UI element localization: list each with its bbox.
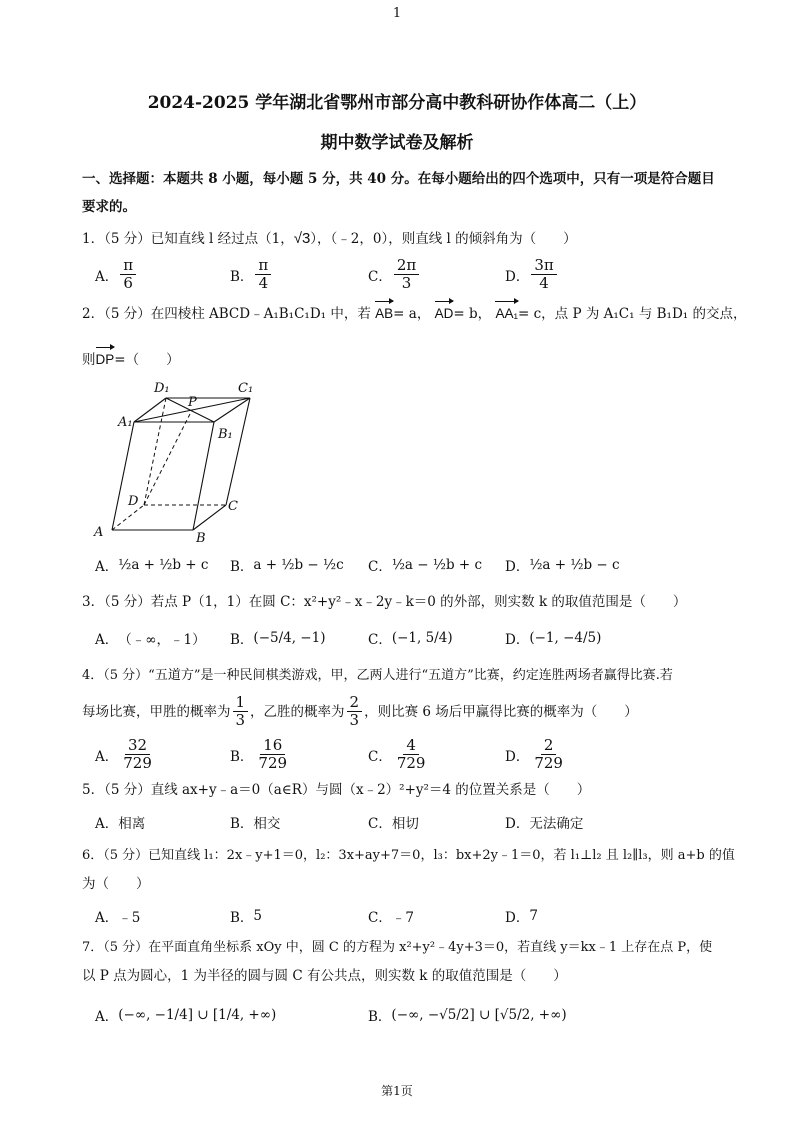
option-label: C． <box>368 910 392 926</box>
option-text: 相离 <box>118 816 146 832</box>
option-text: a + ½b − ½c <box>253 557 344 573</box>
option-label: D． <box>505 559 530 575</box>
option-label: D． <box>505 748 530 765</box>
option-fraction: $\frac{3\pi}{4}$ <box>531 257 556 292</box>
option-label: C． <box>368 268 392 285</box>
option-label: C． <box>368 748 392 765</box>
q3-option-a[interactable] <box>95 628 206 648</box>
page-footer: 第1页 <box>381 1084 413 1098</box>
q4-prob-b: $\frac{2}{3}$ <box>347 694 363 729</box>
option-label: A． <box>95 816 119 832</box>
question-7-line1: 7．（5 分）在平面直角坐标系 xOy 中，圆 C 的方程为 x²+y²﹣4y+3＝0，若直线 y＝kx﹣1 上存在点 P，使 <box>82 940 713 955</box>
q6-option-b[interactable] <box>230 906 262 926</box>
option-label: D． <box>505 632 530 648</box>
q6-option-c[interactable] <box>368 906 414 926</box>
question-7-line2: 以 P 点为圆心，1 为半径的圆与圆 C 有公共点，则实数 k 的取值范围是（ ） <box>82 968 567 984</box>
q3-option-c[interactable] <box>368 628 453 648</box>
option-text: ﹣5 <box>118 910 141 926</box>
option-text: (−∞, −1/4] ∪ [1/4, +∞) <box>118 1007 277 1023</box>
vector-ad: AD <box>435 304 454 324</box>
q2-option-b[interactable] <box>230 555 344 575</box>
q5-option-d[interactable] <box>505 812 583 832</box>
option-label: B． <box>230 748 254 765</box>
q2-option-c[interactable] <box>368 555 482 575</box>
q2-line2-b: =（ ） <box>114 352 180 368</box>
option-label: D． <box>505 268 530 285</box>
option-label: B． <box>230 559 254 575</box>
question-6-line2: 为（ ） <box>82 876 150 892</box>
q1-stem-part-b: ），（﹣2，0），则直线 l 的倾斜角为（ ） <box>310 231 577 247</box>
q4-option-c[interactable] <box>368 737 430 772</box>
q4-option-a[interactable] <box>95 737 157 772</box>
option-label: D． <box>505 910 530 926</box>
question-5-stem: 5．（5 分）直线 ax+y﹣a＝0（a∈R）与圆（x﹣2）²+y²＝4 的位置关系是（ ） <box>82 782 591 798</box>
q4-option-b[interactable] <box>230 737 292 772</box>
q2-eq-a: = a， <box>393 306 431 322</box>
option-label: B． <box>230 268 254 285</box>
option-text: 相切 <box>391 816 419 832</box>
option-fraction: $\frac{\pi}{6}$ <box>120 257 136 292</box>
option-label: C． <box>368 816 392 832</box>
q5-option-a[interactable] <box>95 812 145 832</box>
option-fraction: $\frac{32}{729}$ <box>123 736 152 772</box>
option-label: A． <box>95 268 119 285</box>
question-6-line1: 6．（5 分）已知直线 l₁：2x﹣y+1＝0，l₂：3x+ay+7＝0，l₃：bx+2y﹣1＝0，若 l₁⊥l₂ 且 l₂∥l₃，则 a+b 的值 <box>82 848 735 863</box>
option-text: ½a − ½b + c <box>391 557 483 573</box>
option-label: D． <box>505 816 530 832</box>
option-text: （﹣∞，﹣1） <box>118 632 206 648</box>
label-c1: C₁ <box>238 381 254 396</box>
option-text: ﹣7 <box>391 910 414 926</box>
question-1-stem <box>82 229 577 249</box>
q4-option-d[interactable] <box>505 737 568 772</box>
option-label: B． <box>230 910 254 926</box>
option-text: 7 <box>529 908 538 924</box>
q1-option-c[interactable] <box>368 257 421 292</box>
q1-stem-part-a: 1．（5 分）已知直线 l 经过点（1， <box>82 231 294 247</box>
label-d: D <box>128 494 139 509</box>
q2-option-a[interactable] <box>95 555 208 575</box>
label-a1: A₁ <box>118 415 133 430</box>
q2-option-d[interactable] <box>505 555 620 575</box>
question-4-line1: 4．（5 分）“五道方”是一种民间棋类游戏，甲，乙两人进行“五道方”比赛，约定连胜两场者赢得比赛.若 <box>82 668 673 683</box>
option-text: (−∞, −√5/2] ∪ [√5/2, +∞) <box>391 1007 567 1023</box>
q6-option-a[interactable] <box>95 906 140 926</box>
option-text: (−1, −4/5) <box>529 630 602 646</box>
q3-option-d[interactable] <box>505 628 601 648</box>
option-fraction: $\frac{2\pi}{3}$ <box>394 257 419 292</box>
label-a: A <box>94 525 104 540</box>
option-label: A． <box>95 559 119 575</box>
q1-option-b[interactable] <box>230 257 273 292</box>
option-label: C． <box>368 632 392 648</box>
option-fraction: $\frac{\pi}{4}$ <box>255 257 271 292</box>
question-2-stem <box>82 304 746 324</box>
page-number-top: 1 <box>392 6 402 21</box>
label-b: B <box>196 531 206 543</box>
option-fraction: $\frac{2}{729}$ <box>534 736 563 772</box>
q1-sqrt: √3 <box>293 230 311 247</box>
q4-line2-c: ，则比赛 6 场后甲赢得比赛的概率为（ ） <box>364 703 638 720</box>
q7-option-a[interactable] <box>95 1005 276 1025</box>
q4-line2-a: 每场比赛，甲胜的概率为 <box>82 703 231 720</box>
q2-line2-a: 则 <box>82 352 96 368</box>
option-label: B． <box>230 816 254 832</box>
option-text: (−1, 5/4) <box>391 630 453 646</box>
option-label: B． <box>368 1009 392 1025</box>
question-4-line2 <box>82 694 638 729</box>
label-c: C <box>228 499 238 514</box>
q2-eq-b: = b， <box>453 306 492 322</box>
label-p: P <box>188 395 197 410</box>
label-d1: D₁ <box>154 381 170 396</box>
q1-option-a[interactable] <box>95 257 138 292</box>
option-text: 5 <box>253 908 263 924</box>
vector-ab: AB <box>375 304 393 324</box>
option-label: B． <box>230 632 254 648</box>
option-text: ½a + ½b + c <box>118 557 209 573</box>
q2-stem-part-a: 2．（5 分）在四棱柱 ABCD﹣A₁B₁C₁D₁ 中，若 <box>82 306 371 322</box>
option-fraction: $\frac{16}{729}$ <box>258 736 288 772</box>
option-label: C． <box>368 559 392 575</box>
option-label: A． <box>95 1009 119 1025</box>
exam-subtitle: 期中数学试卷及解析 <box>320 133 474 153</box>
q5-option-b[interactable] <box>230 812 280 832</box>
option-label: A． <box>95 632 119 648</box>
question-3-stem: 3．（5 分）若点 P（1，1）在圆 C：x²+y²﹣x﹣2y﹣k＝0 的外部，则实数 k 的取值范围是（ ） <box>82 594 687 610</box>
q6-option-d[interactable] <box>505 906 538 926</box>
label-b1: B₁ <box>218 427 233 442</box>
option-fraction: $\frac{4}{729}$ <box>396 736 426 772</box>
option-text: 无法确定 <box>529 816 584 832</box>
option-label: A． <box>95 748 119 765</box>
q2-eq-c: = c，点 P 为 A₁C₁ 与 B₁D₁ 的交点， <box>518 306 747 322</box>
q3-option-b[interactable] <box>230 628 325 648</box>
option-text: ½a + ½b − c <box>529 557 620 573</box>
q4-line2-b: ，乙胜的概率为 <box>250 703 345 720</box>
question-2-line2 <box>82 350 180 370</box>
option-text: (−5/4, −1) <box>253 630 326 646</box>
q4-prob-a: $\frac{1}{3}$ <box>233 694 249 729</box>
q7-option-b[interactable] <box>368 1005 567 1025</box>
option-label: A． <box>95 910 119 926</box>
section-heading: 一、选择题：本题共 8 小题，每小题 5 分，共 40 分。在每小题给出的四个选项中，只有一项是符合题目要求的。 <box>82 171 715 215</box>
q1-option-d[interactable] <box>505 257 559 292</box>
q5-option-c[interactable] <box>368 812 419 832</box>
prism-figure <box>88 378 268 543</box>
vector-aa1: AA₁ <box>495 304 518 324</box>
option-text: 相交 <box>253 816 281 832</box>
vector-dp: DP <box>96 350 115 370</box>
exam-title: 2024-2025 学年湖北省鄂州市部分高中教科研协作体高二（上） <box>147 93 647 113</box>
